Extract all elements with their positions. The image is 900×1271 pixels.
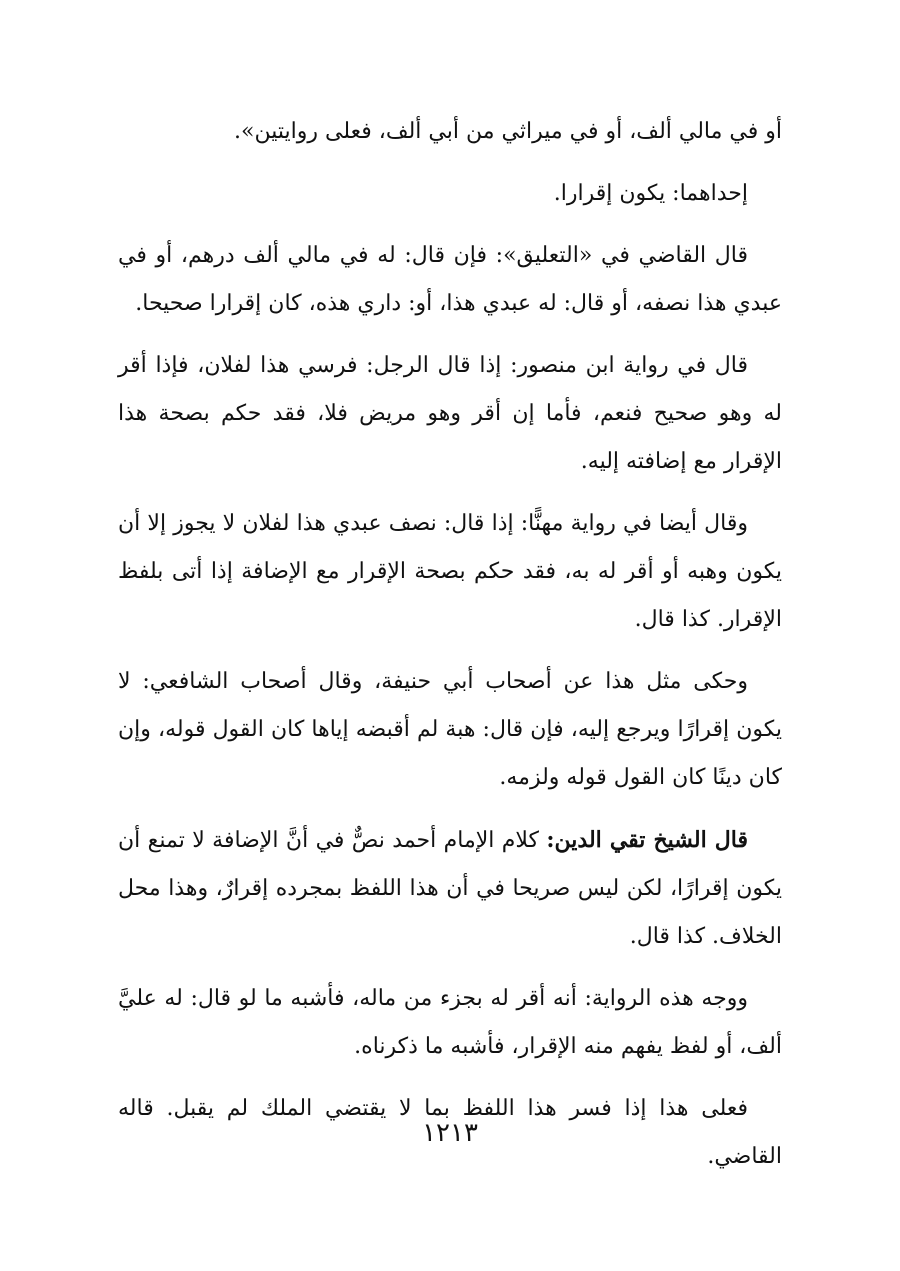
paragraph bbox=[118, 816, 782, 961]
paragraph-text: كلام الإمام أحمد نصٌّ في أنَّ الإضافة لا تمنع أن يكون إقرارًا، لكن ليس صريحا في أن هذا اللفظ بمجرده إقرارٌ، وهذا محل الخلاف. كذا قال. bbox=[118, 828, 782, 949]
paragraph-text: قال القاضي في «التعليق»: فإن قال: له في مالي ألف درهم، أو في عبدي هذا نصفه، أو قال: له عبدي هذا، أو: داري هذه، كان إقرارا صحيحا. bbox=[118, 243, 782, 316]
paragraph-continuation bbox=[118, 108, 782, 156]
body-text bbox=[118, 108, 782, 1195]
paragraph bbox=[118, 500, 782, 644]
paragraph bbox=[118, 658, 782, 802]
paragraph-text: قال في رواية ابن منصور: إذا قال الرجل: فرسي هذا لفلان، فإذا أقر له وهو صحيح فنعم، فأما إن أقر وهو مريض فلا، فقد حكم بصحة هذا الإقرار مع إضافته إليه. bbox=[118, 353, 782, 474]
paragraph-text: وحكى مثل هذا عن أصحاب أبي حنيفة، وقال أصحاب الشافعي: لا يكون إقرارًا ويرجع إليه، فإن قال: هبة لم أقبضه إياها كان القول قوله، وإن كان دينًا كان القول قوله ولزمه. bbox=[118, 669, 782, 790]
paragraph-text: ووجه هذه الرواية: أنه أقر له بجزء من ماله، فأشبه ما لو قال: له عليَّ ألف، أو لفظ يفهم منه الإقرار، فأشبه ما ذكرناه. bbox=[118, 986, 782, 1059]
paragraph bbox=[118, 170, 782, 218]
page-number: ١٢١٣ bbox=[422, 1118, 478, 1148]
paragraph bbox=[118, 975, 782, 1071]
speaker-label: قال الشيخ تقي الدين: bbox=[546, 827, 748, 853]
paragraph bbox=[118, 342, 782, 486]
paragraph-text: وقال أيضا في رواية مهنًّا: إذا قال: نصف عبدي هذا لفلان لا يجوز إلا أن يكون وهبه أو أقر له به، فقد حكم بصحة الإقرار مع الإضافة إذا أتى بلفظ الإقرار. كذا قال. bbox=[118, 511, 782, 632]
paragraph-text: أو في مالي ألف، أو في ميراثي من أبي ألف، فعلى روايتين». bbox=[234, 119, 782, 144]
paragraph-text: فعلى هذا إذا فسر هذا اللفظ بما لا يقتضي الملك لم يقبل. قاله القاضي. bbox=[118, 1096, 782, 1169]
paragraph bbox=[118, 232, 782, 328]
paragraph-text: إحداهما: يكون إقرارا. bbox=[553, 181, 748, 206]
